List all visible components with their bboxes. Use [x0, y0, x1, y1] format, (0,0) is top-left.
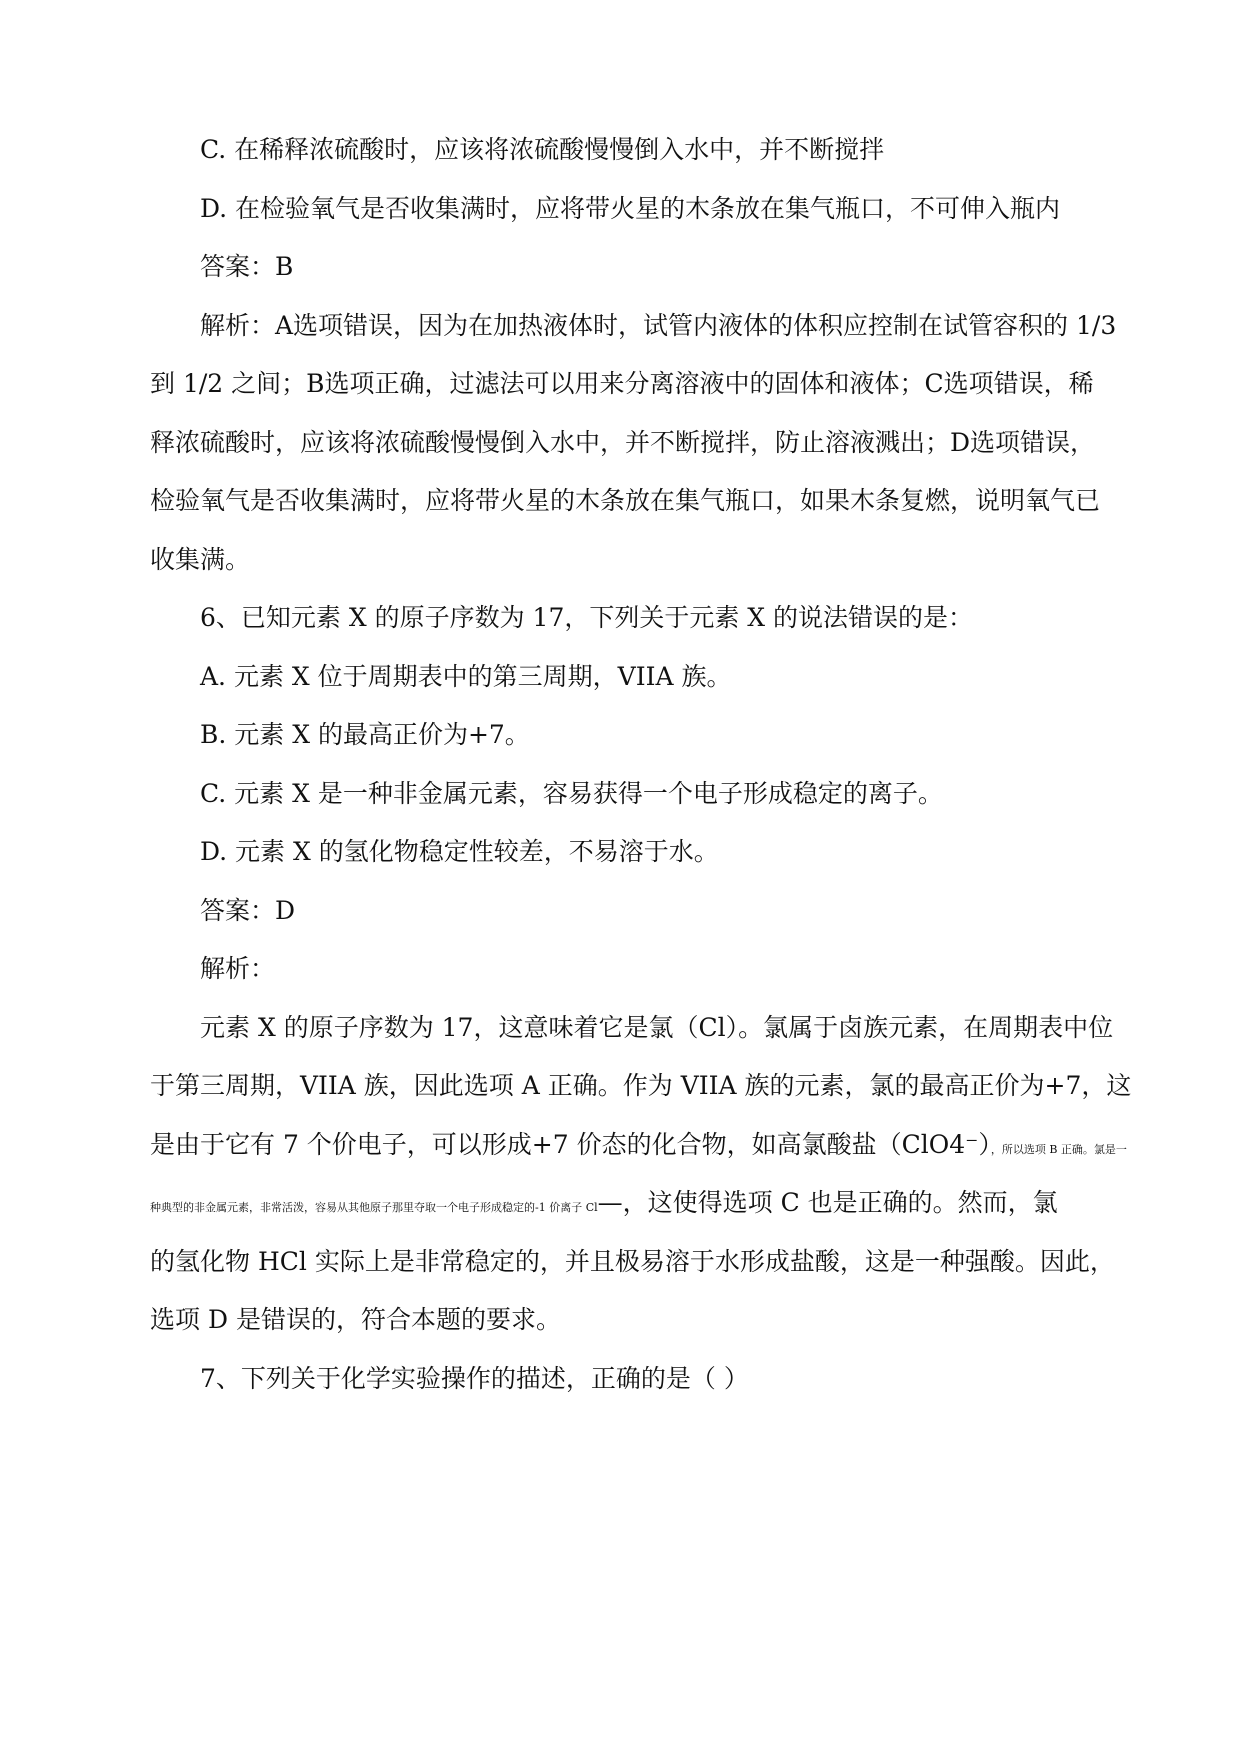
q6-stem: 6、已知元素 X 的原子序数为 17，下列关于元素 X 的说法错误的是： — [200, 603, 974, 632]
q6-analysis-line: 元素 X 的原子序数为 17，这意味着它是氯（Cl）。氯属于卤族元素，在周期表中位 — [200, 1013, 1114, 1042]
q6-analysis-text: —，这使得选项 C 也是正确的。然而，氯 — [597, 1188, 1058, 1217]
q5-analysis-line: 收集满。 — [150, 545, 251, 574]
q5-analysis-line: 到 1/2 之间；B选项正确，过滤法可以用来分离溶液中的固体和液体；C选项错误，稀 — [150, 369, 1094, 398]
q6-analysis-line: 选项 D 是错误的，符合本题的要求。 — [150, 1305, 561, 1334]
q6-analysis-text: 是由于它有 7 个价电子，可以形成+7 价态的化合物，如高氯酸盐（ClO4⁻） — [150, 1130, 991, 1159]
q5-analysis-line: 检验氧气是否收集满时，应将带火星的木条放在集气瓶口，如果木条复燃，说明氧气已 — [150, 486, 1101, 515]
q5-analysis-line: 释浓硫酸时，应该将浓硫酸慢慢倒入水中，并不断搅拌，防止溶液溅出；D选项错误， — [150, 428, 1096, 457]
q6-analysis-line — [150, 1190, 1058, 1215]
q5-analysis-line: 解析：A选项错误，因为在加热液体时，试管内液体的体积应控制在试管容积的 1/3 — [200, 311, 1117, 340]
q6-option-a: A. 元素 X 位于周期表中的第三周期，VIIA 族。 — [200, 662, 732, 691]
q5-option-d: D. 在检验氧气是否收集满时，应将带火星的木条放在集气瓶口，不可伸入瓶内 — [200, 194, 1061, 223]
q6-analysis-line — [150, 1132, 1127, 1157]
q6-answer: 答案：D — [200, 896, 296, 925]
q5-option-c: C. 在稀释浓硫酸时，应该将浓硫酸慢慢倒入水中，并不断搅拌 — [200, 135, 885, 164]
q7-stem: 7、下列关于化学实验操作的描述，正确的是（ ） — [200, 1364, 749, 1393]
q6-analysis-label: 解析： — [200, 954, 276, 983]
q6-analysis-line: 于第三周期，VIIA 族，因此选项 A 正确。作为 VIIA 族的元素，氯的最高正价为+7，这 — [150, 1071, 1132, 1100]
q6-option-c: C. 元素 X 是一种非金属元素，容易获得一个电子形成稳定的离子。 — [200, 779, 943, 808]
q5-answer: 答案：B — [200, 252, 294, 281]
q6-option-d: D. 元素 X 的氢化物稳定性较差，不易溶于水。 — [200, 837, 719, 866]
q6-analysis-small-text: 种典型的非金属元素，非常活泼，容易从其他原子那里夺取一个电子形成稳定的-1 价离子 Cl — [150, 1201, 598, 1214]
q6-analysis-line: 的氢化物 HCl 实际上是非常稳定的，并且极易溶于水形成盐酸，这是一种强酸。因此， — [150, 1247, 1115, 1276]
q6-analysis-small-text: ，所以选项 B 正确。氯是一 — [990, 1143, 1127, 1156]
q6-option-b: B. 元素 X 的最高正价为+7。 — [200, 720, 530, 749]
